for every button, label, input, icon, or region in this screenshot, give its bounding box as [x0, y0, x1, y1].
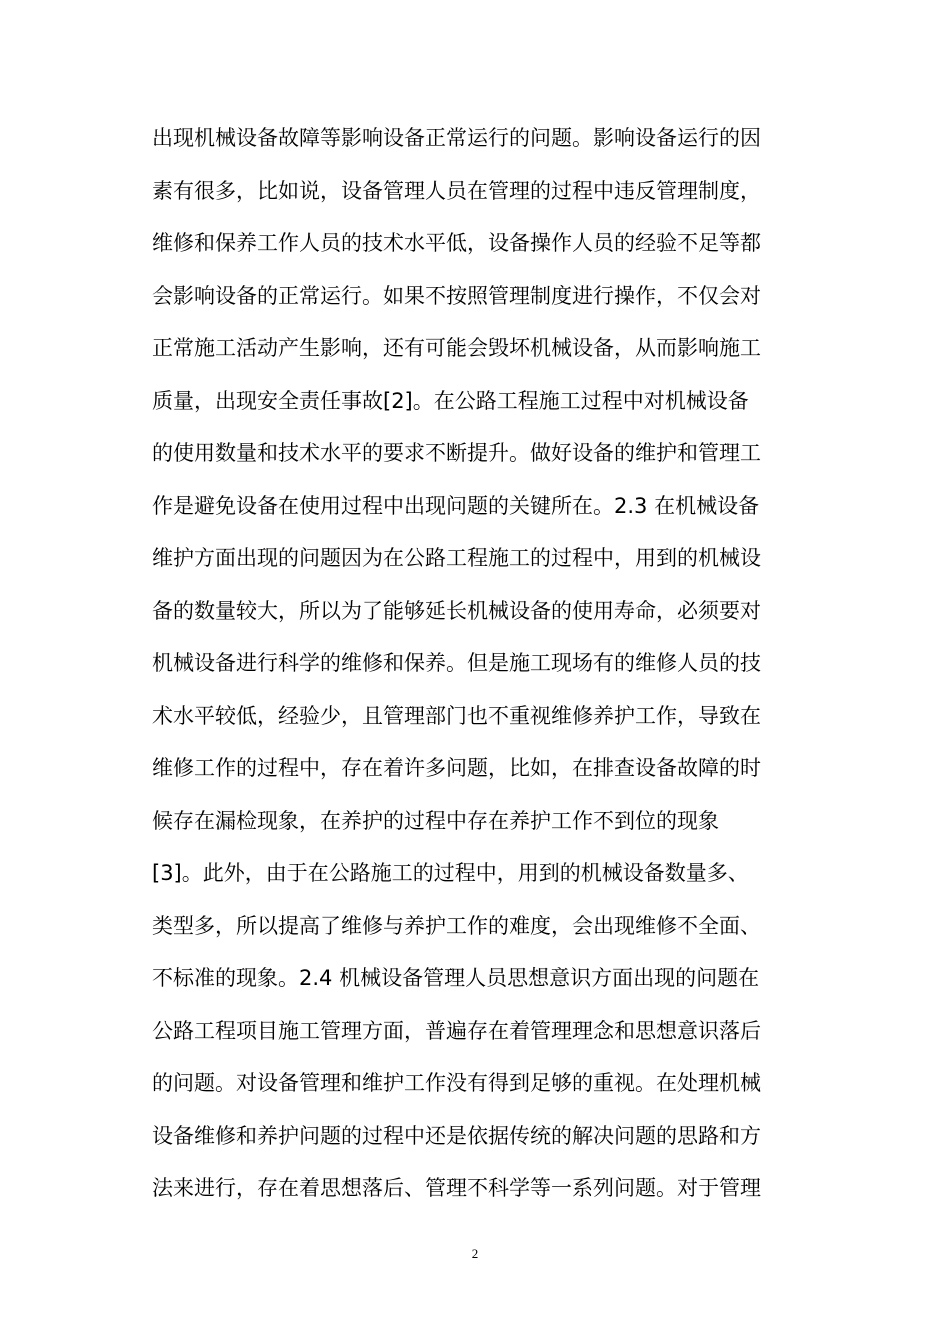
text-line-5: 正常施工活动产生影响，还有可能会毁坏机械设备，从而影响施工: [152, 336, 761, 360]
page-number: 2: [471, 1246, 479, 1261]
text-line-17: 不标准的现象。2.4 机械设备管理人员思想意识方面出现的问题在: [152, 966, 760, 990]
text-line-4: 会影响设备的正常运行。如果不按照管理制度进行操作，不仅会对: [152, 283, 761, 308]
text-line-3: 维修和保养工作人员的技术水平低，设备操作人员的经验不足等都: [152, 231, 761, 255]
text-line-13: 维修工作的过程中，存在着许多问题，比如，在排查设备故障的时: [152, 756, 761, 780]
text-line-19: 的问题。对设备管理和维护工作没有得到足够的重视。在处理机械: [152, 1071, 761, 1095]
text-line-10: 备的数量较大，所以为了能够延长机械设备的使用寿命，必须要对: [152, 598, 761, 623]
body-text: [152, 112, 812, 1215]
text-line-7: 的使用数量和技术水平的要求不断提升。做好设备的维护和管理工: [152, 441, 761, 465]
text-line-9: 维护方面出现的问题因为在公路工程施工的过程中，用到的机械设: [152, 546, 761, 570]
text-line-15: [3]。此外，由于在公路施工的过程中，用到的机械设备数量多、: [152, 861, 749, 885]
text-line-6: 质量，出现安全责任事故[2]。在公路工程施工过程中对机械设备: [152, 388, 749, 413]
text-line-14: 候存在漏检现象，在养护的过程中存在养护工作不到位的现象: [152, 808, 719, 833]
text-line-8: 作是避免设备在使用过程中出现问题的关键所在。2.3 在机械设备: [152, 493, 760, 518]
text-line-16: 类型多，所以提高了维修与养护工作的难度，会出现维修不全面、: [152, 913, 761, 938]
text-line-20: 设备维修和养护问题的过程中还是依据传统的解决问题的思路和方: [152, 1123, 761, 1148]
text-line-2: 素有很多，比如说，设备管理人员在管理的过程中违反管理制度，: [152, 178, 761, 203]
text-line-18: 公路工程项目施工管理方面，普遍存在着管理理念和思想意识落后: [152, 1018, 761, 1043]
text-line-21: 法来进行，存在着思想落后、管理不科学等一系列问题。对于管理: [152, 1176, 761, 1200]
text-line-12: 术水平较低，经验少，且管理部门也不重视维修养护工作，导致在: [152, 703, 761, 728]
text-line-1: 出现机械设备故障等影响设备正常运行的问题。影响设备运行的因: [152, 126, 761, 150]
text-line-11: 机械设备进行科学的维修和保养。但是施工现场有的维修人员的技: [152, 651, 761, 675]
